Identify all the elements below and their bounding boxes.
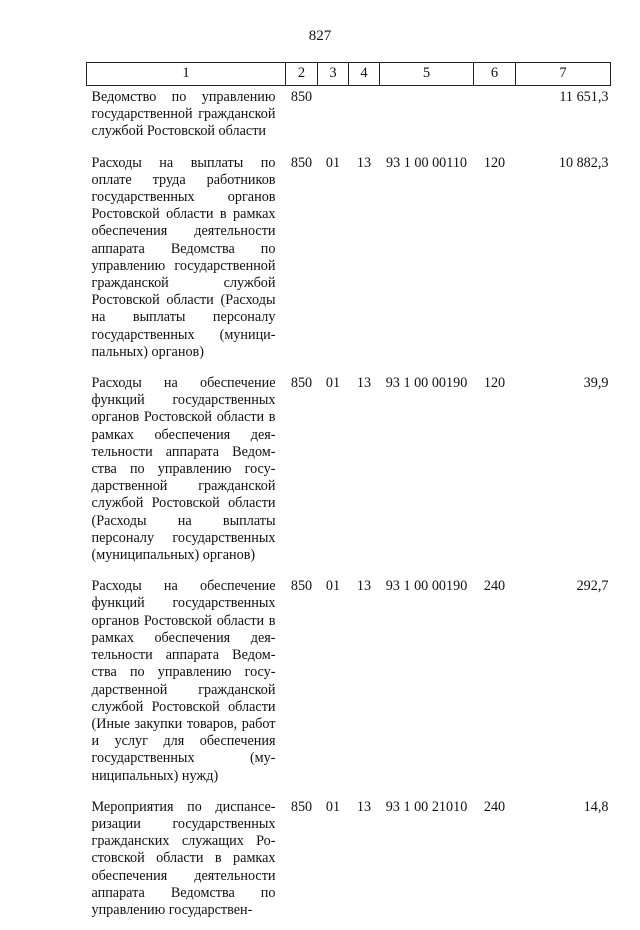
row-name: Расходы на обеспечение функций государственных органов Ростовской области в рамках обеспечения деятельности аппарата Ведомства по управлению государственной гражданской службой Ростовской области (Иные закупки товаров, работ и услуг для обеспечения государственных (муниципальных) нужд) bbox=[91, 578, 276, 784]
row-csr: 93 1 00 00190 bbox=[385, 375, 468, 392]
table-row bbox=[87, 86, 611, 152]
row-sum: 10 882,3 bbox=[558, 154, 609, 171]
header-col-1: 1 bbox=[87, 63, 286, 86]
row-sum: 292,7 bbox=[576, 578, 609, 595]
header-col-7: 7 bbox=[516, 63, 611, 86]
row-ved: 850 bbox=[290, 154, 313, 171]
row-sum: 11 651,3 bbox=[559, 89, 609, 105]
budget-table bbox=[86, 62, 611, 930]
header-col-5: 5 bbox=[380, 63, 474, 86]
table-row bbox=[87, 372, 611, 575]
row-vr: 120 bbox=[483, 375, 506, 392]
table-row bbox=[87, 152, 611, 372]
row-csr: 93 1 00 21010 bbox=[385, 798, 468, 815]
row-rz: 01 bbox=[325, 578, 341, 595]
row-ved: 850 bbox=[290, 578, 313, 595]
page-number: 827 bbox=[308, 28, 332, 44]
row-csr bbox=[380, 86, 474, 152]
row-ved: 850 bbox=[290, 798, 313, 815]
row-pr: 13 bbox=[356, 154, 372, 171]
row-vr: 120 bbox=[483, 154, 506, 171]
row-ved: 850 bbox=[290, 375, 313, 392]
row-pr bbox=[349, 86, 380, 152]
row-csr: 93 1 00 00190 bbox=[385, 578, 468, 595]
row-sum: 14,8 bbox=[583, 798, 609, 815]
row-rz: 01 bbox=[325, 375, 341, 392]
row-ved: 850 bbox=[290, 89, 313, 105]
table-row bbox=[87, 575, 611, 795]
row-csr: 93 1 00 00110 bbox=[385, 154, 468, 171]
header-col-2: 2 bbox=[286, 63, 318, 86]
header-col-3: 3 bbox=[318, 63, 349, 86]
row-sum: 39,9 bbox=[583, 375, 609, 392]
header-col-4: 4 bbox=[349, 63, 380, 86]
row-vr: 240 bbox=[483, 578, 506, 595]
row-rz bbox=[318, 86, 349, 152]
row-name: Мероприятия по диспансеризации государственных гражданских служащих Ростовской области в рамках обеспечения деятельности аппарата Ведомства по управлению государствен- bbox=[91, 798, 276, 918]
row-pr: 13 bbox=[356, 798, 372, 815]
row-vr: 240 bbox=[483, 798, 506, 815]
row-rz: 01 bbox=[325, 154, 341, 171]
row-vr bbox=[474, 86, 516, 152]
row-pr: 13 bbox=[356, 375, 372, 392]
row-pr: 13 bbox=[356, 578, 372, 595]
row-name: Расходы на выплаты по оплате труда работников государственных органов Ростовской области в рамках обеспечения деятельности аппарата Ведомства по управлению государственной гражданской службой Ростовской области (Расходы на выплаты персоналу государственных (муниципальных) органов) bbox=[91, 154, 276, 360]
table-row bbox=[87, 796, 611, 930]
table-header-row bbox=[87, 63, 611, 86]
row-name: Расходы на обеспечение функций государственных органов Ростовской области в рамках обеспечения деятельности аппарата Ведомства по управлению государственной гражданской службой Ростовской области (Расходы на выплаты персоналу государственных (муниципальных) органов) bbox=[91, 375, 276, 564]
row-rz: 01 bbox=[325, 798, 341, 815]
row-name: Ведомство по управлению государственной гражданской службой Ростовской области bbox=[91, 89, 276, 140]
header-col-6: 6 bbox=[474, 63, 516, 86]
